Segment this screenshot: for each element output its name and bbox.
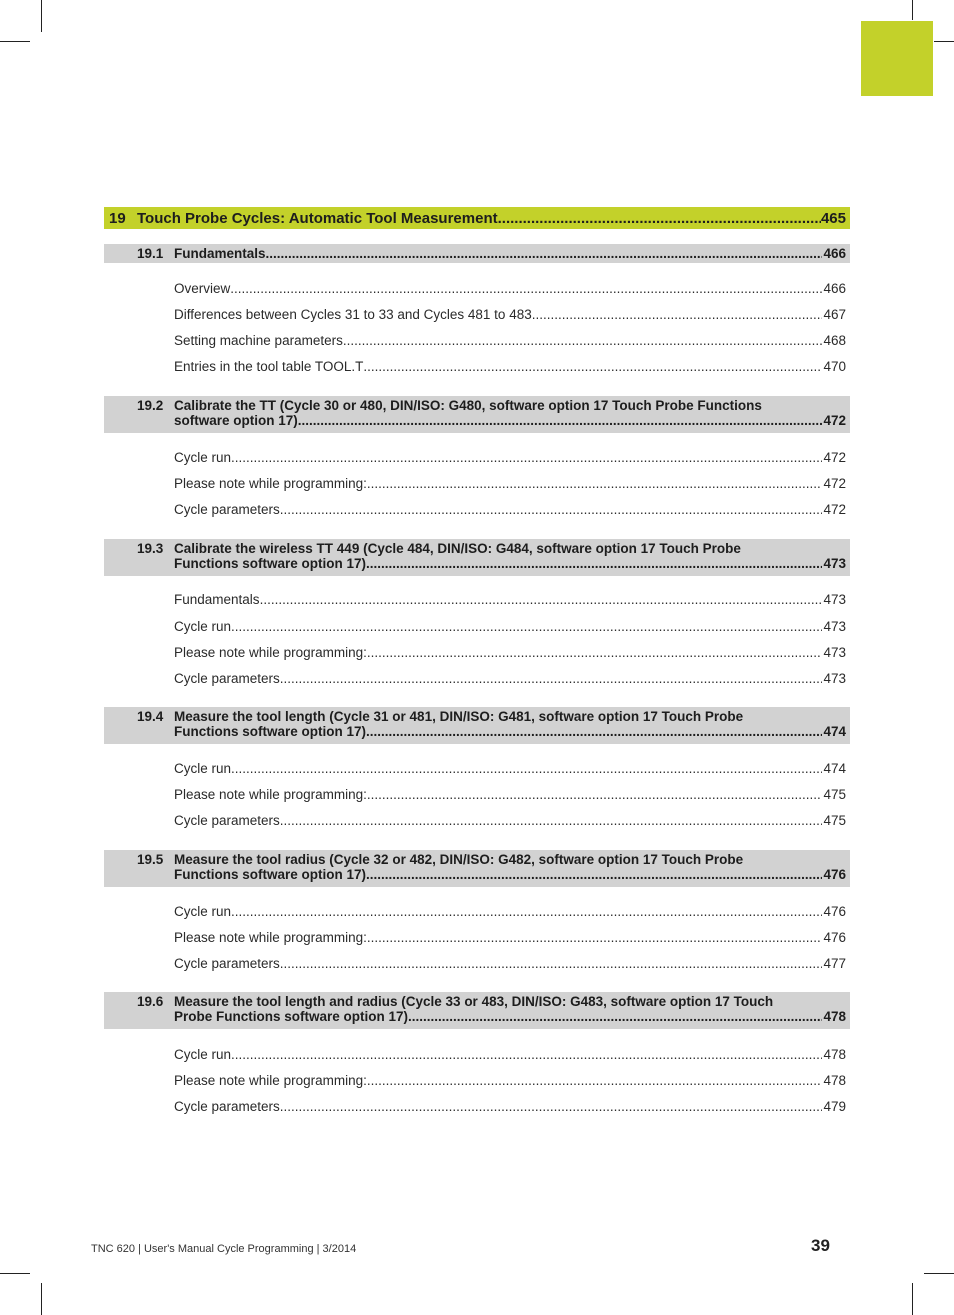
section-title-line-2: Functions software option 17) (174, 556, 367, 571)
section-title-line-1: Measure the tool length and radius (Cycle 33 or 483, DIN/ISO: G483, software option 17 Touch (174, 994, 774, 1009)
section-title-line-2: Functions software option 17) (174, 867, 367, 882)
entry-page: 468 (823, 333, 846, 348)
dot-leader (532, 307, 823, 325)
toc-entry[interactable] (174, 592, 846, 610)
dot-leader (231, 450, 822, 468)
dot-leader (266, 246, 823, 261)
dot-leader (367, 930, 823, 948)
toc-entry[interactable] (174, 1099, 846, 1117)
entry-title: Cycle run (174, 761, 232, 776)
dot-leader (231, 1047, 822, 1065)
dot-leader (366, 867, 822, 882)
entry-page: 475 (823, 787, 846, 802)
entry-title: Cycle parameters (174, 813, 280, 828)
chapter-heading[interactable] (104, 207, 850, 229)
section-number: 19.5 (137, 852, 164, 867)
section-heading-19-2[interactable] (104, 396, 850, 433)
section-title: Fundamentals (174, 246, 266, 261)
toc-entry[interactable] (174, 930, 846, 948)
dot-leader (260, 592, 823, 610)
chapter-number: 19 (109, 209, 126, 227)
dot-leader (408, 1009, 822, 1024)
dot-leader (231, 904, 822, 922)
section-title-line-1: Measure the tool length (Cycle 31 or 481, DIN/ISO: G481, software option 17 Touch Probe (174, 709, 744, 724)
dot-leader (498, 210, 821, 227)
toc-entry[interactable] (174, 281, 846, 299)
dot-leader (280, 502, 823, 520)
toc-entry[interactable] (174, 1073, 846, 1091)
toc-entry[interactable] (174, 645, 846, 663)
entry-title: Differences between Cycles 31 to 33 and Cycles 481 to 483 (174, 307, 532, 322)
dot-leader (367, 1073, 823, 1091)
entry-title: Cycle parameters (174, 671, 280, 686)
dot-leader (367, 645, 823, 663)
crop-mark (934, 41, 954, 42)
entry-title: Setting machine parameters (174, 333, 343, 348)
toc-entry[interactable] (174, 476, 846, 494)
entry-title: Please note while programming: (174, 787, 367, 802)
entry-page: 473 (823, 671, 846, 686)
toc-entry[interactable] (174, 619, 846, 637)
entry-title: Cycle run (174, 904, 232, 919)
entry-page: 477 (823, 956, 846, 971)
entry-page: 476 (823, 930, 846, 945)
entry-page: 472 (823, 476, 846, 491)
entry-page: 466 (823, 281, 846, 296)
section-title-line-1: Calibrate the TT (Cycle 30 or 480, DIN/ISO: G480, software option 17 Touch Probe Functions (174, 398, 762, 413)
entry-page: 478 (823, 1073, 846, 1088)
entry-page: 474 (823, 761, 846, 776)
section-page: 472 (823, 413, 846, 428)
section-title-line-1: Measure the tool radius (Cycle 32 or 482, DIN/ISO: G482, software option 17 Touch Probe (174, 852, 744, 867)
dot-leader (280, 813, 823, 831)
crop-mark (912, 0, 913, 20)
crop-mark (0, 41, 30, 42)
dot-leader (343, 333, 823, 351)
section-page: 478 (823, 1009, 846, 1024)
crop-mark (0, 1273, 30, 1274)
dot-leader (280, 671, 823, 689)
entry-page: 478 (823, 1047, 846, 1062)
dot-leader (367, 476, 823, 494)
section-page: 473 (823, 556, 846, 571)
dot-leader (280, 1099, 823, 1117)
entry-page: 473 (823, 619, 846, 634)
crop-mark (41, 1283, 42, 1315)
section-number: 19.2 (137, 398, 164, 413)
entry-page: 473 (823, 592, 846, 607)
toc-entry[interactable] (174, 787, 846, 805)
section-heading-19-3[interactable] (104, 539, 850, 576)
toc-entry[interactable] (174, 307, 846, 325)
dot-leader (367, 787, 823, 805)
dot-leader (230, 281, 822, 299)
section-number: 19.6 (137, 994, 164, 1009)
toc-entry[interactable] (174, 1047, 846, 1065)
entry-page: 470 (823, 359, 846, 374)
section-number: 19.1 (137, 246, 164, 261)
section-page: 466 (823, 246, 846, 261)
dot-leader (231, 761, 822, 779)
section-title-line-2: software option 17) (174, 413, 298, 428)
toc-entry[interactable] (174, 502, 846, 520)
toc-entry[interactable] (174, 359, 846, 377)
entry-title: Please note while programming: (174, 645, 367, 660)
entry-page: 473 (823, 645, 846, 660)
entry-title: Overview (174, 281, 231, 296)
entry-page: 475 (823, 813, 846, 828)
entry-title: Cycle run (174, 619, 232, 634)
chapter-page: 465 (820, 209, 846, 227)
section-page: 474 (823, 724, 846, 739)
entry-title: Please note while programming: (174, 476, 367, 491)
section-page: 476 (823, 867, 846, 882)
crop-mark (912, 1283, 913, 1315)
section-number: 19.3 (137, 541, 164, 556)
entry-title: Cycle parameters (174, 502, 280, 517)
entry-page: 479 (823, 1099, 846, 1114)
entry-title: Entries in the tool table TOOL.T (174, 359, 364, 374)
entry-title: Please note while programming: (174, 930, 367, 945)
section-heading-19-6[interactable] (104, 992, 850, 1029)
dot-leader (280, 956, 823, 974)
entry-title: Cycle run (174, 1047, 232, 1062)
dot-leader (298, 413, 823, 428)
entry-page: 476 (823, 904, 846, 919)
toc-entry[interactable] (174, 671, 846, 689)
section-heading-19-4[interactable] (104, 707, 850, 744)
toc-entry[interactable] (174, 333, 846, 351)
entry-title: Cycle run (174, 450, 232, 465)
toc-entry[interactable] (174, 904, 846, 922)
entry-title: Cycle parameters (174, 1099, 280, 1114)
crop-mark (924, 1273, 954, 1274)
entry-title: Cycle parameters (174, 956, 280, 971)
dot-leader (366, 556, 822, 571)
section-number: 19.4 (137, 709, 164, 724)
section-heading-19-1[interactable] (104, 244, 850, 263)
toc-entry[interactable] (174, 761, 846, 779)
entry-title: Please note while programming: (174, 1073, 367, 1088)
page-number: 39 (811, 1236, 830, 1255)
entry-page: 467 (823, 307, 846, 322)
toc-entry[interactable] (174, 450, 846, 468)
footer-text: TNC 620 | User's Manual Cycle Programming | 3/2014 (91, 1243, 357, 1255)
chapter-title: Touch Probe Cycles: Automatic Tool Measurement (137, 209, 498, 227)
chapter-tab-marker (861, 21, 933, 96)
entry-page: 472 (823, 502, 846, 517)
section-heading-19-5[interactable] (104, 850, 850, 887)
dot-leader (231, 619, 822, 637)
entry-page: 472 (823, 450, 846, 465)
section-title-line-2: Functions software option 17) (174, 724, 367, 739)
section-title-line-2: Probe Functions software option 17) (174, 1009, 409, 1024)
toc-entry[interactable] (174, 956, 846, 974)
entry-title: Fundamentals (174, 592, 260, 607)
section-title-line-1: Calibrate the wireless TT 449 (Cycle 484, DIN/ISO: G484, software option 17 Touch Probe (174, 541, 741, 556)
dot-leader (366, 724, 822, 739)
dot-leader (363, 359, 822, 377)
crop-mark (41, 0, 42, 32)
toc-entry[interactable] (174, 813, 846, 831)
